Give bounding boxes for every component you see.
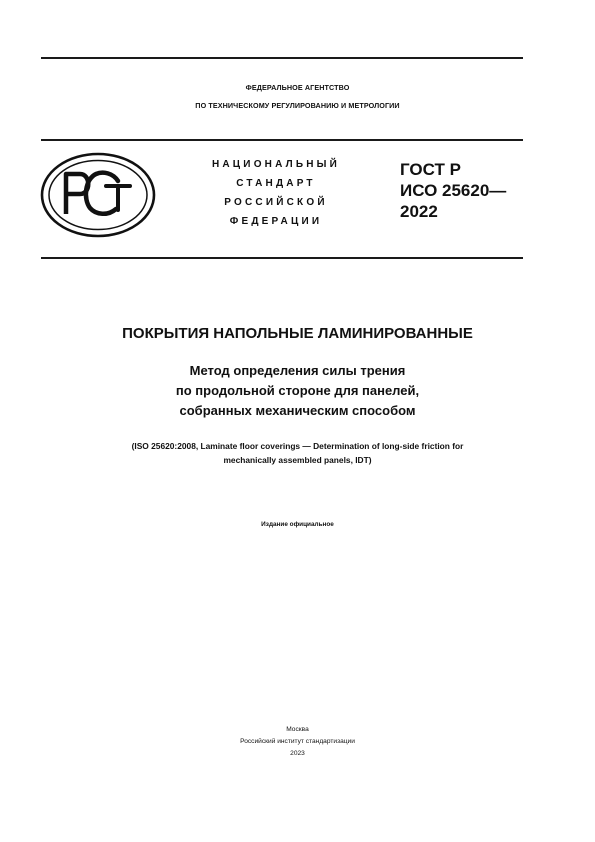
standard-type-line: СТАНДАРТ (236, 178, 316, 189)
document-subtitle (0, 361, 595, 421)
international-reference-line: mechanically assembled panels, IDT) (223, 455, 372, 465)
subtitle-line: Метод определения силы трения (189, 363, 406, 378)
document-title: ПОКРЫТИЯ НАПОЛЬНЫЕ ЛАМИНИРОВАННЫЕ (122, 325, 473, 342)
designation-line-1: ГОСТ Р (400, 160, 461, 179)
edition-note: Издание официальное (261, 521, 334, 528)
subtitle-line: по продольной стороне для панелей, (175, 383, 420, 398)
subtitle-line: собранных механическим способом (179, 403, 416, 418)
designation-line-2: ИСО 25620— (400, 181, 507, 200)
rst-logo (40, 152, 156, 238)
international-reference-line: (ISO 25620:2008, Laminate floor coverings — Determination of long-side friction for (131, 441, 464, 451)
designation-line-3: 2022 (400, 202, 438, 221)
imprint-publisher: Российский институт стандартизации (240, 738, 355, 745)
agency-name-line-1: ФЕДЕРАЛЬНОЕ АГЕНТСТВО (245, 83, 350, 92)
middle-divider (41, 139, 523, 141)
standard-type-line: РОССИЙСКОЙ (224, 197, 328, 208)
imprint (0, 724, 595, 760)
standard-type-block (192, 155, 360, 231)
agency-name-line-2: ПО ТЕХНИЧЕСКОМУ РЕГУЛИРОВАНИЮ И МЕТРОЛОГИИ (195, 101, 400, 110)
imprint-city: Москва (286, 726, 309, 733)
rst-certification-mark-icon (40, 152, 156, 238)
top-divider (41, 57, 523, 59)
standard-type-line: НАЦИОНАЛЬНЫЙ (211, 159, 341, 170)
standard-designation (400, 159, 506, 222)
imprint-year: 2023 (290, 750, 305, 757)
international-reference (0, 439, 595, 467)
bottom-divider (41, 257, 523, 259)
standard-type-line: ФЕДЕРАЦИИ (229, 216, 323, 227)
